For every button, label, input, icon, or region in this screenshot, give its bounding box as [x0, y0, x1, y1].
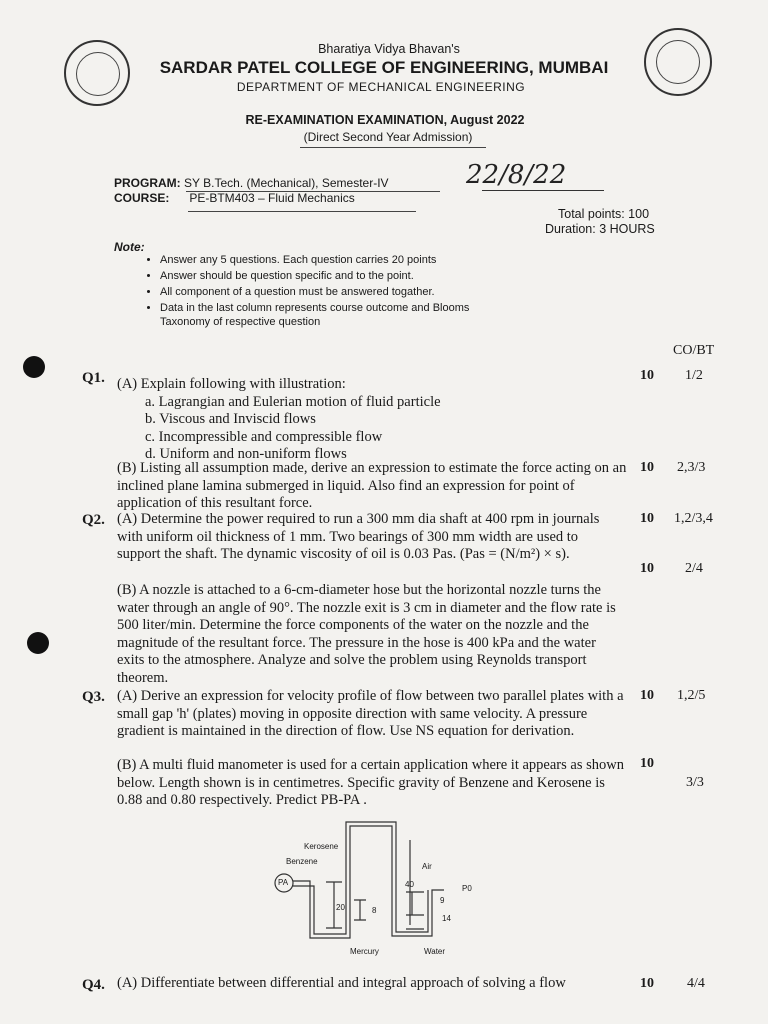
figure-benzene-label: Benzene — [286, 857, 318, 866]
q3-a-co: 1,2/5 — [677, 688, 706, 703]
college-name: SARDAR PATEL COLLEGE OF ENGINEERING, MUMBAI — [159, 58, 609, 77]
q2-a-text: (A) Determine the power required to run a 300 mm dia shaft at 400 rpm in journals with uniform oil thickness of 1 mm. Two bearings of 300 mm width are used to support the shaft. The dynamic viscosity of oil is 0.03 Pas. (Pas = (N/m²) × s). — [117, 511, 600, 562]
q2-b-co: 2/4 — [685, 561, 703, 576]
figure-water-label: Water — [424, 947, 446, 956]
q1-b-text: (B) Listing all assumption made, derive an expression to estimate the force acting on an inclined plane lamina submerged in liquid. Also find an expression for point of application of this resultant force. — [117, 460, 627, 511]
figure-air-label: Air — [422, 862, 432, 871]
figure-kerosene-label: Kerosene — [304, 842, 339, 851]
department-name: DEPARTMENT OF MECHANICAL ENGINEERING — [236, 80, 526, 94]
q2-b-marks: 10 — [640, 561, 654, 576]
punch-hole-bottom — [27, 632, 49, 654]
q4-a-text: (A) Differentiate between differential and integral approach of solving a flow — [117, 975, 566, 991]
q1-a-text — [117, 376, 627, 464]
q3-b-text: (B) A multi fluid manometer is used for a certain application where it appears as shown below. Length shown is in centimetres. Specific gravity of Benzene and Kerosene is 0.88 and 0.80 respectively. Predict PB-PA . — [117, 757, 624, 808]
q1-a-item: b. Viscous and Inviscid flows — [145, 411, 316, 427]
manometer-figure — [266, 820, 496, 960]
q2-b-text: (B) A nozzle is attached to a 6-cm-diameter hose but the horizontal nozzle turns the water through an angle of 90°. The nozzle exit is 3 cm in diameter and the flow rate is 500 liter/min. Determine the force components of the water on the nozzle and the magnitude of the resultant force. The pressure in the hose is 400 kPa and the water exits to the atmosphere. Analyze and solve the problem using Reynolds transport theorem. — [117, 582, 616, 686]
q2-number: Q2. — [82, 512, 105, 528]
course-label: COURSE: — [114, 191, 170, 205]
punch-hole-top — [23, 356, 45, 378]
figure-dim-8: 8 — [372, 906, 377, 915]
q1-a-item: a. Lagrangian and Eulerian motion of fluid particle — [145, 393, 441, 410]
q1-a-marks: 10 — [640, 368, 654, 383]
q4-number: Q4. — [82, 977, 105, 993]
notes-list — [120, 253, 510, 331]
note-item: • Answer should be question specific and to the point. — [160, 269, 510, 283]
course-value: PE-BTM403 – Fluid Mechanics — [189, 191, 355, 205]
q3-b-marks: 10 — [640, 756, 654, 771]
q4-a-marks: 10 — [640, 976, 654, 991]
figure-dim-9: 9 — [440, 896, 445, 905]
course-row — [114, 191, 355, 205]
note-item: • All component of a question must be answered togather. — [160, 285, 510, 299]
course-underline — [188, 211, 416, 212]
q3-a-text: (A) Derive an expression for velocity profile of flow between two parallel plates with a small gap 'h' (plates) moving in opposite direction with same velocity. A pressure gradient is maintained in the direction of flow. Use NS equation for derivation. — [117, 688, 624, 739]
q3-number: Q3. — [82, 689, 105, 705]
program-row — [114, 176, 389, 190]
program-value: SY B.Tech. (Mechanical), Semester-IV — [184, 176, 389, 190]
total-points: Total points: 100 — [558, 207, 650, 221]
figure-pa-label: PA — [278, 878, 289, 887]
q3-a-marks: 10 — [640, 688, 654, 703]
q4-a-co: 4/4 — [687, 976, 705, 991]
q1-b-co: 2,3/3 — [677, 460, 706, 475]
q1-a-intro: (A) Explain following with illustration: — [117, 376, 346, 392]
date-underline — [482, 190, 604, 191]
co-bt-header: CO/BT — [673, 343, 715, 358]
program-label: PROGRAM: — [114, 176, 181, 190]
note-item: • Answer any 5 questions. Each question carries 20 points — [160, 253, 510, 267]
figure-p0-label: P0 — [462, 884, 472, 893]
exam-title: RE-EXAMINATION EXAMINATION, August 2022 — [245, 113, 525, 127]
q2-a-co: 1,2/3,4 — [674, 511, 713, 526]
handwritten-date: 22/8/22 — [466, 160, 567, 190]
q1-number: Q1. — [82, 370, 105, 386]
q2-a-marks: 10 — [640, 511, 654, 526]
q3-b-co: 3/3 — [686, 775, 704, 790]
figure-mercury-label: Mercury — [350, 947, 379, 956]
q1-b-marks: 10 — [640, 460, 654, 475]
header-underline — [300, 147, 486, 148]
q1-a-item: d. Uniform and non-uniform flows — [145, 446, 347, 462]
trust-name: Bharatiya Vidya Bhavan's — [318, 42, 460, 56]
figure-dim-20: 20 — [336, 903, 345, 912]
figure-dim-40: 40 — [405, 880, 414, 889]
note-item: • Data in the last column represents course outcome and Blooms Taxonomy of respective question — [160, 301, 510, 329]
admission-type: (Direct Second Year Admission) — [303, 130, 473, 144]
q1-a-item: c. Incompressible and compressible flow — [145, 428, 383, 445]
figure-dim-14: 14 — [442, 914, 451, 923]
duration: Duration: 3 HOURS — [545, 222, 655, 236]
note-label: Note: — [114, 240, 145, 254]
q1-a-co: 1/2 — [685, 368, 703, 383]
